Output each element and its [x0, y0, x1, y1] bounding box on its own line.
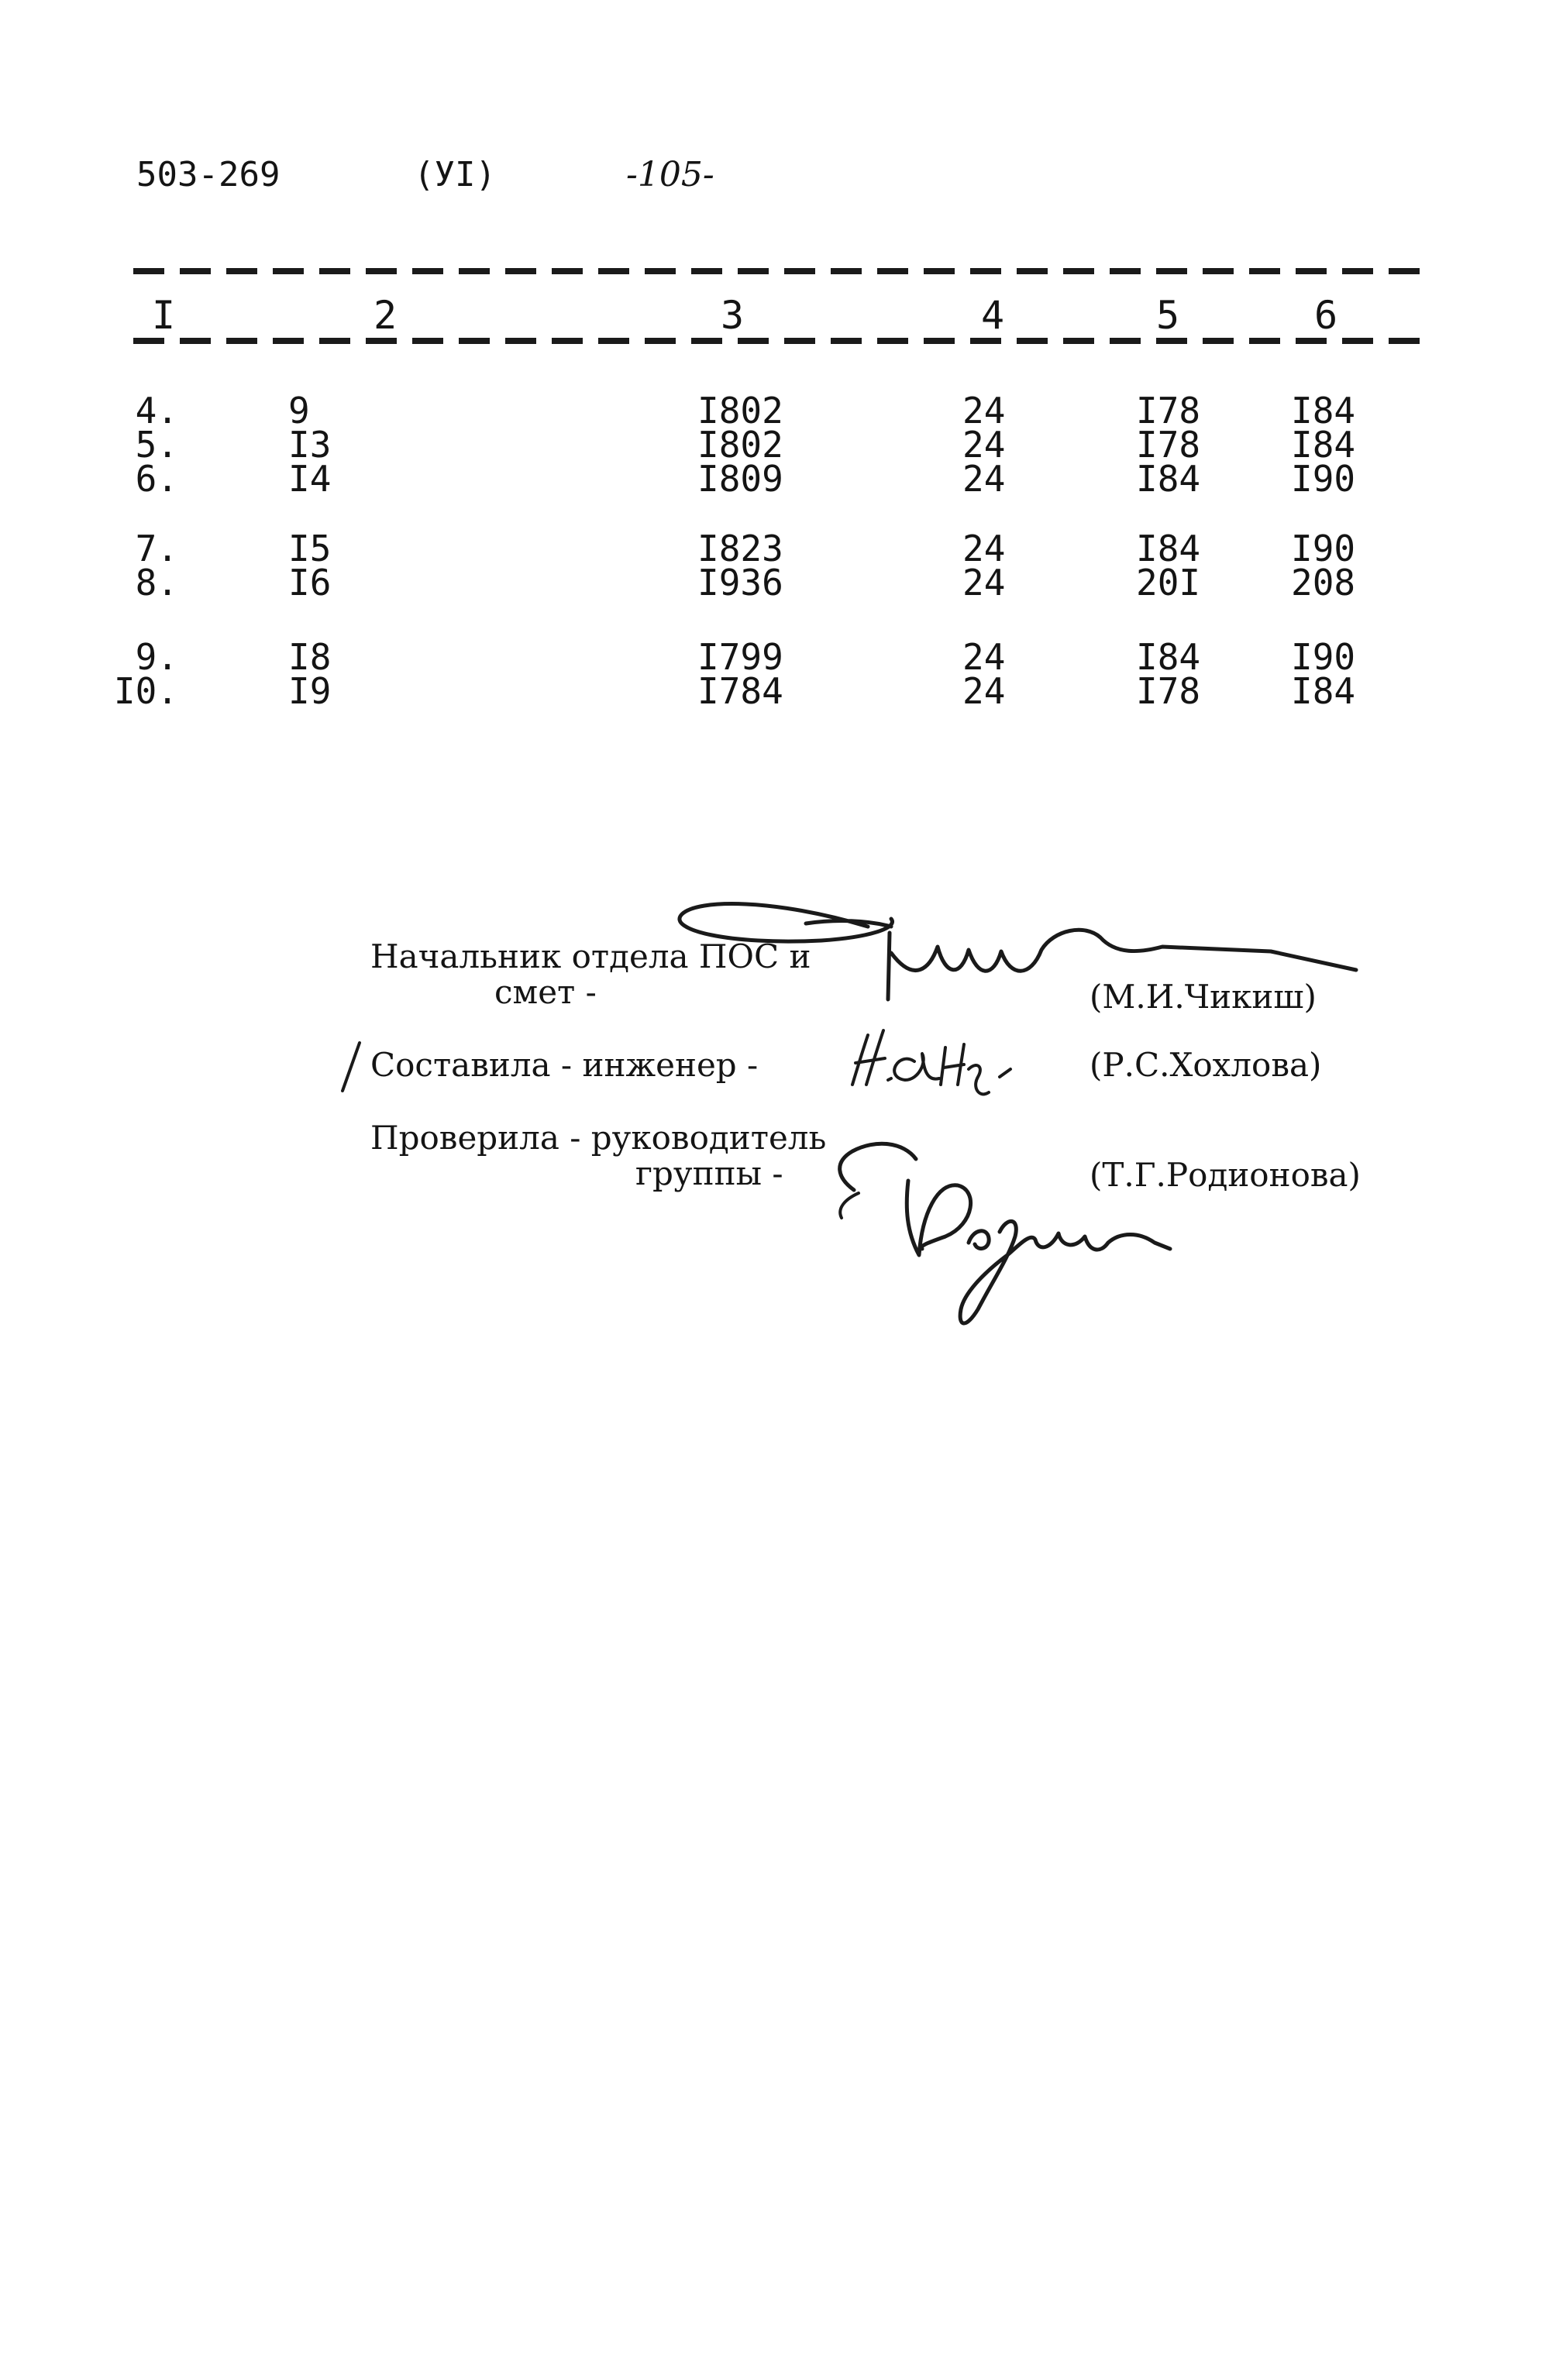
cell-col-3: I809: [697, 458, 783, 500]
cell-col-3: I936: [697, 562, 783, 604]
cell-col-5: I78: [1136, 424, 1201, 466]
cell-col-6: I90: [1291, 458, 1356, 500]
head-title: Начальник отдела ПОС и: [370, 937, 811, 975]
cell-col-3: I802: [697, 390, 783, 432]
section-label: (УI): [414, 155, 496, 194]
cell-col-5: I78: [1136, 670, 1201, 712]
cell-col-2: 9: [288, 390, 310, 432]
cell-col-2: I8: [288, 636, 332, 678]
cell-col-3: I799: [697, 636, 783, 678]
column-header-3: 3: [721, 293, 745, 338]
row-number: 6.: [135, 458, 178, 500]
compiler-title: Составила - инженер -: [370, 1046, 759, 1084]
cell-col-4: 24: [962, 390, 1006, 432]
cell-col-4: 24: [962, 458, 1006, 500]
cell-col-6: I90: [1291, 636, 1356, 678]
cell-col-4: 24: [962, 528, 1006, 569]
cell-col-2: I9: [288, 670, 332, 712]
checker-title: Проверила - руководитель: [370, 1119, 827, 1157]
column-header-2: 2: [374, 293, 398, 338]
checker-name: (Т.Г.Родионова): [1090, 1156, 1361, 1194]
cell-col-4: 24: [962, 636, 1006, 678]
row-number: 9.: [135, 636, 178, 678]
compiler-slash: [343, 1043, 360, 1091]
cell-col-6: I84: [1291, 670, 1356, 712]
cell-col-5: I84: [1136, 528, 1201, 569]
column-header-5: 5: [1156, 293, 1180, 338]
cell-col-5: 20I: [1136, 562, 1201, 604]
cell-col-3: I802: [697, 424, 783, 466]
row-number: 5.: [135, 424, 178, 466]
column-header-4: 4: [981, 293, 1005, 338]
cell-col-6: I90: [1291, 528, 1356, 569]
cell-col-3: I823: [697, 528, 783, 569]
compiler-signature: [852, 1030, 1010, 1094]
page-number: -105-: [626, 155, 714, 194]
cell-col-2: I5: [288, 528, 332, 569]
cell-col-3: I784: [697, 670, 783, 712]
row-number: 8.: [135, 562, 178, 604]
compiler-name: (Р.С.Хохлова): [1090, 1046, 1322, 1084]
cell-col-6: I84: [1291, 424, 1356, 466]
cell-col-4: 24: [962, 562, 1006, 604]
checker-hook: [840, 1193, 859, 1218]
checker-signature: [840, 1144, 1170, 1323]
cell-col-5: I84: [1136, 458, 1201, 500]
cell-col-5: I78: [1136, 390, 1201, 432]
cell-col-4: 24: [962, 424, 1006, 466]
checker-title-cont: группы -: [635, 1154, 783, 1192]
row-number: I0.: [113, 670, 178, 712]
cell-col-2: I3: [288, 424, 332, 466]
head-name: (М.И.Чикиш): [1090, 978, 1317, 1016]
cell-col-6: 208: [1291, 562, 1356, 604]
column-header-1: I: [152, 293, 176, 338]
cell-col-6: I84: [1291, 390, 1356, 432]
document-code: 503-269: [136, 155, 281, 194]
cell-col-4: 24: [962, 670, 1006, 712]
cell-col-2: I6: [288, 562, 332, 604]
cell-col-5: I84: [1136, 636, 1201, 678]
cell-col-2: I4: [288, 458, 332, 500]
head-signature: [680, 904, 1356, 999]
column-header-6: 6: [1314, 293, 1338, 338]
row-number: 4.: [135, 390, 178, 432]
head-title-cont: смет -: [494, 973, 597, 1011]
row-number: 7.: [135, 528, 178, 569]
